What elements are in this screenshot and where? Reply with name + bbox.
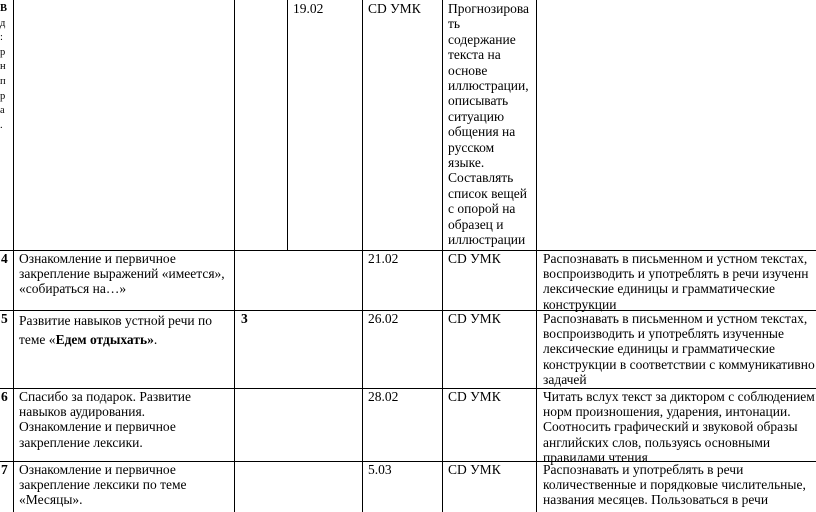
column-divider (234, 0, 235, 512)
lesson-resource: CD УМК (448, 251, 501, 266)
column-divider (536, 0, 537, 512)
lesson-resource: CD УМК (448, 462, 501, 477)
lesson-resource: CD УМК (368, 1, 421, 16)
learning-outcome: Читать вслух текст за диктором с соблюдением норм произношения, ударения, интонации. Соотносить графический и звуковой образы английских слов, пользуясь основными правилами чтения (543, 389, 815, 465)
vertical-char: р (0, 46, 6, 58)
lesson-resource: CD УМК (448, 389, 501, 404)
lesson-topic: Ознакомление и первичное закрепление выражений «имеется», «собираться на…» (19, 251, 225, 297)
learning-outcome: Распознавать в письменном и устном текстах, воспроизводить и употреблять в речи изученн лексические единицы и грамматические конструкции (543, 251, 809, 312)
learning-outcome: Распознавать и употреблять в речи количественные и порядковые числительные, названия месяцев. Пользоваться в речи (543, 462, 806, 508)
activity-text: Прогнозирова ть содержание текста на основе иллюстрации, описывать ситуацию общения на русском языке. Составлять список вещей с опорой на образец и иллюстрации (448, 1, 530, 248)
vertical-char: д (0, 17, 6, 29)
lesson-resource: CD УМК (448, 311, 501, 326)
vertical-topic-text (0, 2, 12, 133)
lesson-date: 21.02 (368, 251, 399, 266)
lesson-hours: 3 (241, 311, 248, 326)
vertical-char: . (0, 119, 3, 131)
learning-outcome: Распознавать в письменном и устном текстах, воспроизводить и употреблять изученные лексические единицы и грамматические конструкции в соответствии с коммуникативно задачей (543, 311, 815, 387)
column-divider (442, 0, 443, 512)
lesson-date: 5.03 (368, 462, 392, 477)
lesson-number: 7 (1, 462, 8, 477)
column-divider (287, 0, 288, 250)
lesson-number: 4 (1, 251, 8, 266)
vertical-char: В (0, 3, 8, 14)
lesson-topic: Спасибо за подарок. Развитие навыков аудирования. Ознакомление и первичное закрепление лексики. (19, 389, 191, 450)
lesson-topic: Развитие навыков устной речи по теме «Едем отдыхать». (19, 313, 212, 347)
vertical-char: р (0, 90, 6, 102)
vertical-char: : (0, 32, 3, 44)
vertical-char: а (0, 105, 5, 117)
lesson-number: 5 (1, 311, 8, 326)
lesson-topic: Ознакомление и первичное закрепление лексики по теме «Месяцы». (19, 462, 187, 508)
lesson-date: 19.02 (293, 1, 324, 16)
lesson-date: 28.02 (368, 389, 399, 404)
lesson-number: 6 (1, 389, 8, 404)
column-divider (362, 0, 363, 512)
vertical-char: н (0, 61, 6, 73)
lesson-date: 26.02 (368, 311, 399, 326)
vertical-char: п (0, 75, 6, 87)
column-divider (13, 0, 14, 512)
